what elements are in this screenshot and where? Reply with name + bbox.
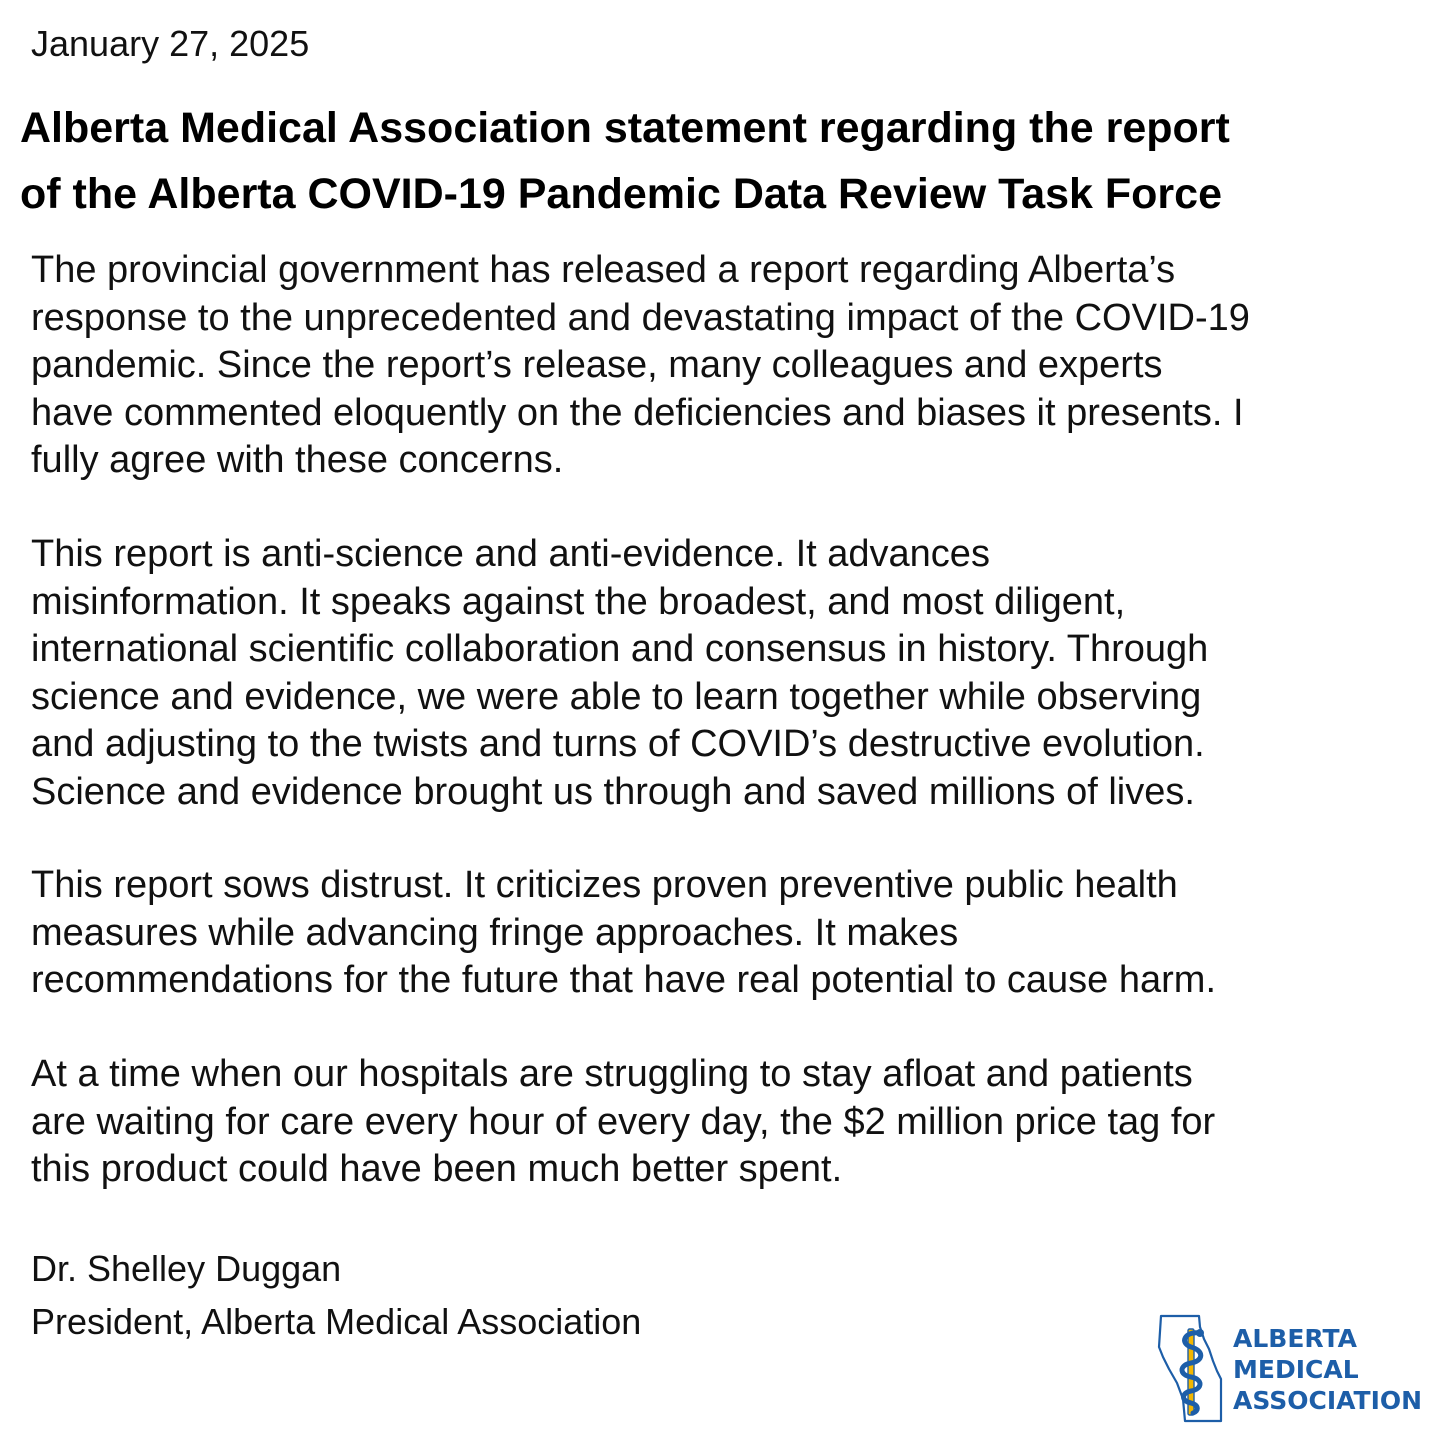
statement-date: January 27, 2025 <box>31 23 310 64</box>
text-line: science and evidence, we were able to learn together while observing <box>31 675 1202 718</box>
text-line: misinformation. It speaks against the broadest, and most diligent, <box>31 580 1126 623</box>
text-line: recommendations for the future that have real potential to cause harm. <box>31 959 1216 1001</box>
logo-text-line: ASSOCIATION <box>1233 1386 1423 1415</box>
logo-wordmark <box>1233 1323 1422 1416</box>
text-line: The provincial government has released a report regarding Alberta’s <box>31 249 1176 291</box>
logo-text-line: ALBERTA <box>1233 1324 1357 1353</box>
title-line: of the Alberta COVID-19 Pandemic Data Review Task Force <box>20 170 1222 218</box>
paragraph-2 <box>31 531 1208 816</box>
text-line: response to the unprecedented and devastating impact of the COVID-19 <box>31 296 1250 339</box>
text-line: This report is anti-science and anti-evidence. It advances <box>31 533 990 575</box>
signature-name: Dr. Shelley Duggan <box>31 1248 342 1289</box>
logo-text-line: MEDICAL <box>1233 1355 1359 1384</box>
text-line: international scientific collaboration and consensus in history. Through <box>31 628 1209 670</box>
statement-title <box>20 95 1420 227</box>
signature-role: President, Alberta Medical Association <box>31 1301 642 1342</box>
paragraph-1 <box>31 247 1250 485</box>
text-line: this product could have been much better spent. <box>31 1148 843 1190</box>
text-line: pandemic. Since the report’s release, many colleagues and experts <box>31 344 1163 386</box>
title-line: Alberta Medical Association statement regarding the report <box>20 104 1230 152</box>
text-line: This report sows distrust. It criticizes proven preventive public health <box>31 864 1178 906</box>
text-line: Science and evidence brought us through and saved millions of lives. <box>31 770 1195 813</box>
text-line: fully agree with these concerns. <box>31 439 564 481</box>
ama-logo <box>1155 1313 1423 1425</box>
text-line: are waiting for care every hour of every day, the $2 million price tag for <box>31 1100 1216 1143</box>
paragraph-3 <box>31 862 1216 1005</box>
text-line: measures while advancing fringe approaches. It makes <box>31 911 959 954</box>
paragraph-4 <box>31 1051 1215 1194</box>
text-line: have commented eloquently on the deficiencies and biases it presents. I <box>31 391 1244 434</box>
text-line: At a time when our hospitals are struggling to stay afloat and patients <box>31 1053 1193 1095</box>
alberta-outline-staff-of-asclepius-icon <box>1155 1313 1227 1425</box>
text-line: and adjusting to the twists and turns of COVID’s destructive evolution. <box>31 723 1205 765</box>
